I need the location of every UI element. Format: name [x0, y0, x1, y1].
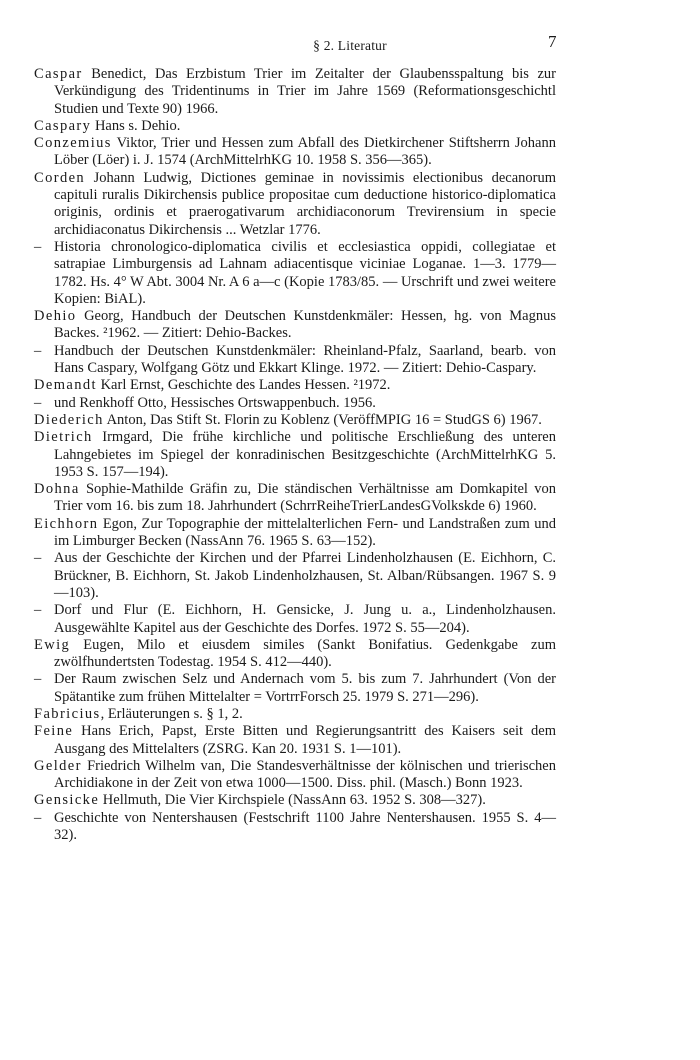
entry-text: Sophie-Mathilde Gräfin zu, Die ständischen Verhältnisse am Domkapitel von Trier vom 16. bis zum 18. Jahrhundert (SchrrReiheTrierLandesGVolkskde 6) 1960.: [54, 481, 556, 515]
author-surname: Demandt: [34, 377, 97, 394]
author-surname: Fabricius: [34, 705, 101, 722]
entry-text: Johann Ludwig, Dictiones geminae in novissimis electionibus decanorum capituli ruralis Dikirchensis publice propositae cum deductione historico-diplomatica originis, ordinis et praerogativarum archidiaconorum Trevirensium in specie archidiaconatus Dikirchensis ... Wetzlar 1776.: [54, 169, 556, 238]
author-surname: Dietrich: [34, 429, 93, 446]
entry-text: Irmgard, Die frühe kirchliche und politische Erschließung des unteren Lahngebietes im Spiegel der konradinischen Besitzgeschichte (ArchMittelrhKG 5. 1953 S. 157—194).: [54, 429, 556, 480]
page-number: 7: [548, 32, 557, 51]
bibliography-subentry: [34, 671, 556, 706]
bibliography-entry: [34, 118, 556, 135]
author-surname: Diederich: [34, 411, 104, 428]
entry-text: , Erläuterungen s. § 1, 2.: [100, 705, 243, 722]
running-title: § 2. Literatur: [313, 38, 387, 53]
entry-text: Aus der Geschichte der Kirchen und der Pfarrei Lindenholzhausen (E. Eichhorn, C. Brückner, B. Eichhorn, St. Jakob Lindenholzhausen, St. Alban/Rübsangen. 1967 S. 9—103).: [54, 550, 556, 601]
author-surname: Dohna: [34, 481, 80, 498]
entry-text: Historia chronologico-diplomatica civilis et ecclesiastica oppidi, collegiatae et satrapiae Limburgensis ad Lahnam adiacentisque viciniae Loganae. 1—3. 1779—1782. Hs. 4° W Abt. 3004 Nr. A 6 a—c (Kopie 1783/85. — Urschrift und zwei weitere Kopien: BiAL).: [54, 238, 556, 307]
continuation-dash: –: [34, 602, 42, 619]
entry-text: Der Raum zwischen Selz und Andernach vom 5. bis zum 7. Jahrhundert (Von der Spätantike zum frühen Mittelalter = VortrrForsch 25. 1979 S. 271—296).: [54, 671, 556, 705]
continuation-dash: –: [34, 671, 42, 688]
bibliography-entry: [34, 637, 556, 672]
author-surname: Corden: [34, 169, 86, 186]
bibliography-subentry: [34, 239, 556, 308]
entry-text: und Renkhoff Otto, Hessisches Ortswappenbuch. 1956.: [54, 394, 376, 411]
continuation-dash: –: [34, 550, 42, 567]
author-surname: Feine: [34, 723, 74, 740]
bibliography-subentry: [34, 602, 556, 637]
author-surname: Caspar: [34, 66, 83, 82]
entry-text: Dorf und Flur (E. Eichhorn, H. Gensicke, J. Jung u. a., Lindenholzhausen. Ausgewählte Kapitel aus der Geschichte des Dorfes. 1972 S. 55—204).: [54, 602, 556, 636]
entry-text: Hans s. Dehio.: [91, 117, 181, 134]
bibliography-subentry: [34, 395, 556, 412]
entry-text: Benedict, Das Erzbistum Trier im Zeitalter der Glaubensspaltung bis zur Verkündigung des Tridentinums in Trier im Jahre 1569 (Reformationsgeschichtl Studien und Texte 90) 1966.: [54, 66, 556, 117]
author-surname: Gelder: [34, 757, 82, 774]
bibliography-subentry: [34, 343, 556, 378]
entry-text: Hans Erich, Papst, Erste Bitten und Regierungsantritt des Kaisers seit dem Ausgang des Mittelalters (ZSRG. Kan 20. 1931 S. 1—101).: [54, 723, 556, 757]
entry-text: Georg, Handbuch der Deutschen Kunstdenkmäler: Hessen, hg. von Magnus Backes. ²1962. — Zitiert: Dehio-Backes.: [54, 308, 556, 342]
entry-text: Viktor, Trier und Hessen zum Abfall des Dietkirchener Stiftsherrn Johann Löber (Löer) i. J. 1574 (ArchMittelrhKG 10. 1958 S. 356—365).: [54, 135, 556, 169]
continuation-dash: –: [34, 809, 42, 826]
author-surname: Dehio: [34, 308, 77, 325]
author-surname: Ewig: [34, 636, 71, 653]
bibliography-entry: [34, 308, 556, 343]
bibliography-entry: [34, 792, 556, 809]
bibliography-entry: [34, 706, 556, 723]
continuation-dash: –: [34, 342, 42, 359]
bibliography-entry: [34, 377, 556, 394]
entry-text: Eugen, Milo et eiusdem similes (Sankt Bonifatius. Gedenkgabe zum zwölfhundertsten Todestag. 1954 S. 412—440).: [54, 636, 556, 671]
entry-text: Egon, Zur Topographie der mittelalterlichen Fern- und Landstraßen zum und im Limburger Becken (NassAnn 76. 1965 S. 63—152).: [54, 515, 556, 550]
bibliography-list: [34, 66, 556, 844]
author-surname: Conzemius: [34, 135, 112, 152]
author-surname: Caspary: [34, 117, 92, 134]
entry-text: Karl Ernst, Geschichte des Landes Hessen. ²1972.: [96, 377, 391, 394]
bibliography-subentry: [34, 810, 556, 845]
bibliography-entry: [34, 758, 556, 793]
bibliography-entry: [34, 135, 556, 170]
author-surname: Gensicke: [34, 792, 100, 809]
bibliography-entry: [34, 66, 556, 118]
continuation-dash: –: [34, 394, 42, 411]
entry-text: Anton, Das Stift St. Florin zu Koblenz (VeröffMPIG 16 = StudGS 6) 1967.: [103, 411, 542, 428]
entry-text: Handbuch der Deutschen Kunstdenkmäler: Rheinland-Pfalz, Saarland, bearb. von Hans Caspary, Wolfgang Götz und Ekkart Klinge. 1972. — Zitiert: Dehio-Caspary.: [54, 342, 556, 377]
bibliography-entry: [34, 723, 556, 758]
author-surname: Eichhorn: [34, 515, 99, 532]
bibliography-entry: [34, 412, 556, 429]
bibliography-entry: [34, 170, 556, 239]
bibliography-entry: [34, 481, 556, 516]
bibliography-subentry: [34, 550, 556, 602]
bibliography-entry: [34, 429, 556, 481]
entry-text: Geschichte von Nentershausen (Festschrift 1100 Jahre Nentershausen. 1955 S. 4—32).: [54, 809, 556, 844]
entry-text: Hellmuth, Die Vier Kirchspiele (NassAnn 63. 1952 S. 308—327).: [99, 792, 486, 809]
continuation-dash: –: [34, 238, 42, 255]
entry-text: Friedrich Wilhelm van, Die Standesverhältnisse der kölnischen und trierischen Archidiakone in der Zeit von etwa 1000—1500. Diss. phil. (Masch.) Bonn 1923.: [54, 757, 556, 792]
bibliography-entry: [34, 516, 556, 551]
